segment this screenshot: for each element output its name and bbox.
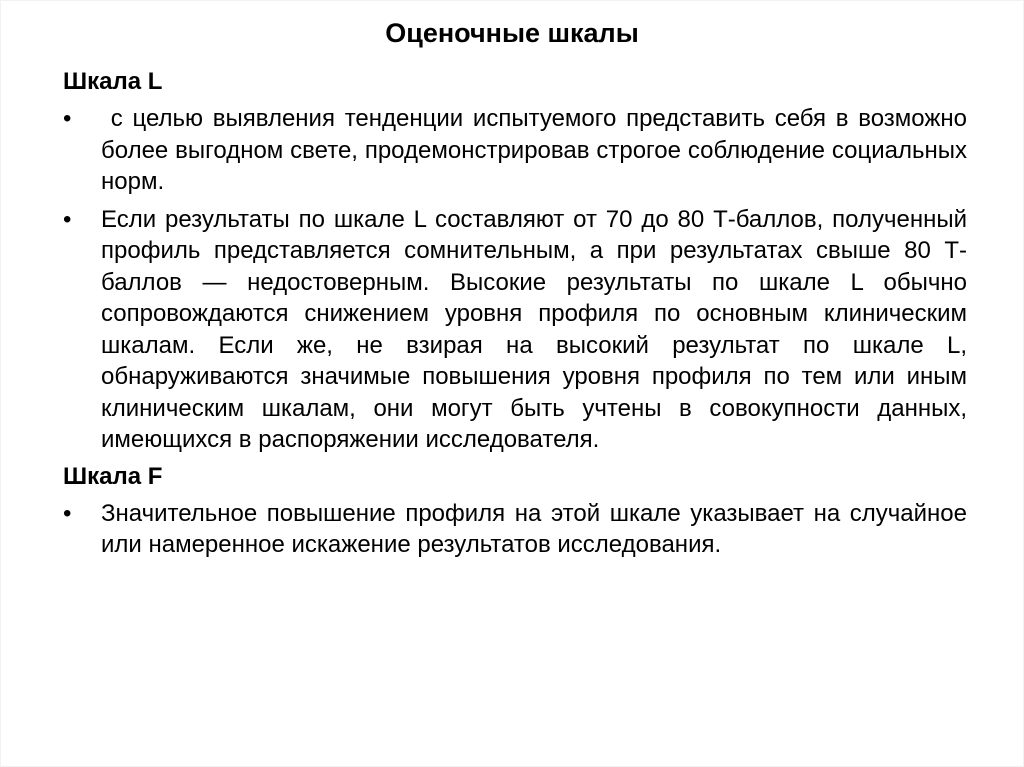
bullet-text: с целью выявления тенденции испытуемого представить себя в возможно более выгодном свете, продемонстрировав строгое соблюдение социальных норм. [101,105,974,195]
bullet-text: Значительное повышение профиля на этой шкале указывает на случайное или намеренное искажение результатов исследования. [101,499,967,558]
section-heading-scale-f: Шкала F [63,462,163,490]
bullet-text: Если результаты по шкале L составляют от 70 до 80 Т-баллов, полученный профиль представляется сомнительным, а при результатах свыше 80 Т-баллов — недостоверным. Высокие результаты по шкале L обычно сопровождаются снижением уровня профиля по основным клиническим шкалам. Если же, не взирая на высокий результат по шкале L, обнаруживаются значимые повышения уровня профиля по тем или иным клиническим шкалам, они могут быть учтены в совокупности данных, имеющихся в распоряжении исследователя. [101,205,967,453]
bullet-icon: • [63,105,72,132]
bullet-icon: • [63,205,72,233]
bullet-item [63,204,967,456]
section-heading-scale-l: Шкала L [63,68,163,95]
slide-title: Оценочные шкалы [385,18,639,48]
bullet-item [63,103,974,198]
slide-content [63,67,974,567]
bullet-icon: • [63,499,72,527]
bullet-item [63,498,967,561]
